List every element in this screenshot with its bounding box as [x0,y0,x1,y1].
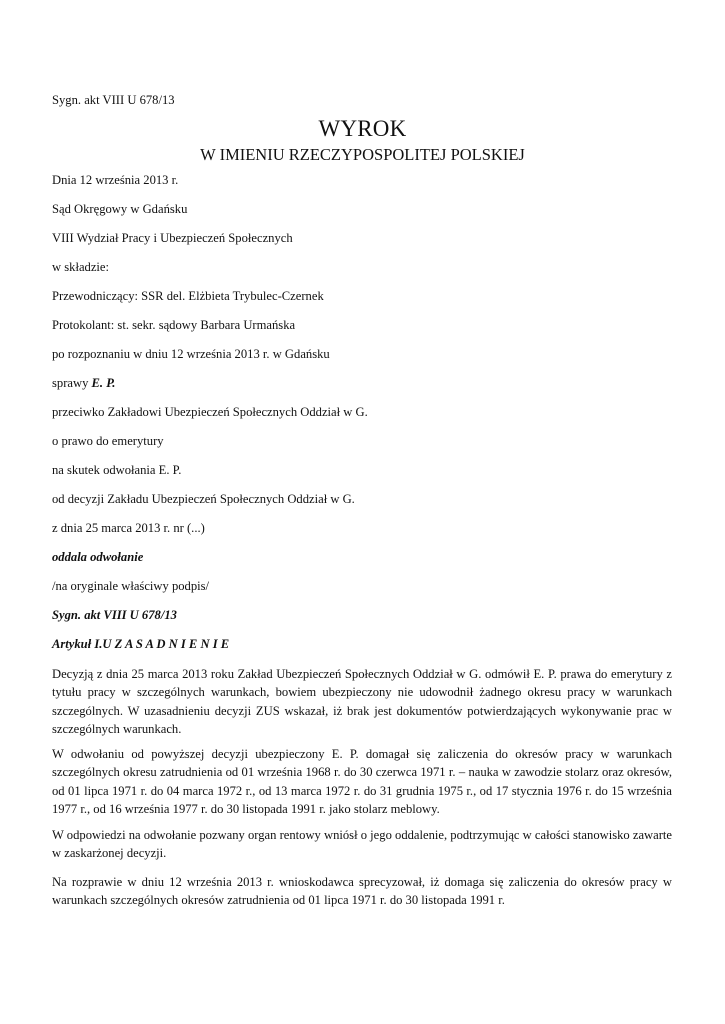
court-name: Sąd Okręgowy w Gdańsku [52,202,188,216]
hearing-info: po rozpoznaniu w dniu 12 września 2013 r. w Gdańsku [52,347,330,361]
composition-label: w składzie: [52,260,110,274]
case-label: sprawy [52,376,89,390]
decision-from-line: od decyzji Zakładu Ubezpieczeń Społecznych Oddział w G. [52,492,355,506]
court-clerk: Protokolant: st. sekr. sądowy Barbara Urmańska [52,318,296,332]
subject-line: o prawo do emerytury [52,434,164,448]
case-party-line [52,376,115,391]
justification-heading: Artykuł I.U Z A S A D N I E N I E [52,637,230,651]
judgment-title: WYROK [318,116,407,141]
date-line: Dnia 12 września 2013 r. [52,173,179,187]
presiding-judge: Przewodniczący: SSR del. Elżbieta Trybulec-Czernek [52,289,324,303]
justification-paragraph-1: Decyzją z dnia 25 marca 2013 roku Zakład Ubezpieczeń Społecznych Oddział w G. odmówił E. P. prawa do emerytury z tytułu pracy w szczególnych warunkach, bowiem ubezpieczony nie udowodnił żadnego okresu pracy w warunkach szczególnych. W uzasadnieniu decyzji ZUS wskazał, iż brak jest dokumentów potwierdzających wykonywanie prac w szczególnych warunkach. [52,667,672,737]
justification-paragraph-4: Na rozprawie w dniu 12 września 2013 r. wnioskodawca sprecyzował, iż domaga się zaliczenia do okresów pracy w warunkach szczególnych okresów zatrudnienia od 01 lipca 1971 r. do 30 listopada 1991 r. [52,875,672,908]
case-number-repeat: Sygn. akt VIII U 678/13 [52,608,177,622]
justification-paragraph-3: W odpowiedzi na odwołanie pozwany organ rentowy wniósł o jego oddalenie, podtrzymując w całości stanowisko zawarte w zaskarżonej decyzji. [52,828,672,861]
judgment-subtitle: W IMIENIU RZECZYPOSPOLITEJ POLSKIEJ [200,145,525,164]
against-line: przeciwko Zakładowi Ubezpieczeń Społecznych Oddział w G. [52,405,368,419]
case-number: Sygn. akt VIII U 678/13 [52,93,175,107]
justification-paragraph-2: W odwołaniu od powyższej decyzji ubezpieczony E. P. domagał się zaliczenia do okresów pracy w warunkach szczególnych okresu zatrudnienia od 01 września 1968 r. do 30 czerwca 1971 r. – nauka w zawodzie stolarz oraz okresów, od 01 lipca 1971 r. do 04 marca 1972 r., od 13 marca 1972 r. do 31 grudnia 1975 r., od 17 stycznia 1976 r. do 15 września 1977 r., od 16 września 1977 r. do 30 listopada 1991 r. jako stolarz meblowy. [52,747,672,817]
appeal-line: na skutek odwołania E. P. [52,463,182,477]
decision-date-line: z dnia 25 marca 2013 r. nr (...) [52,521,205,535]
signature-note: /na oryginale właściwy podpis/ [52,579,210,593]
party-name: E. P. [91,376,116,390]
court-division: VIII Wydział Pracy i Ubezpieczeń Społecznych [52,231,293,245]
ruling: oddala odwołanie [52,550,144,564]
